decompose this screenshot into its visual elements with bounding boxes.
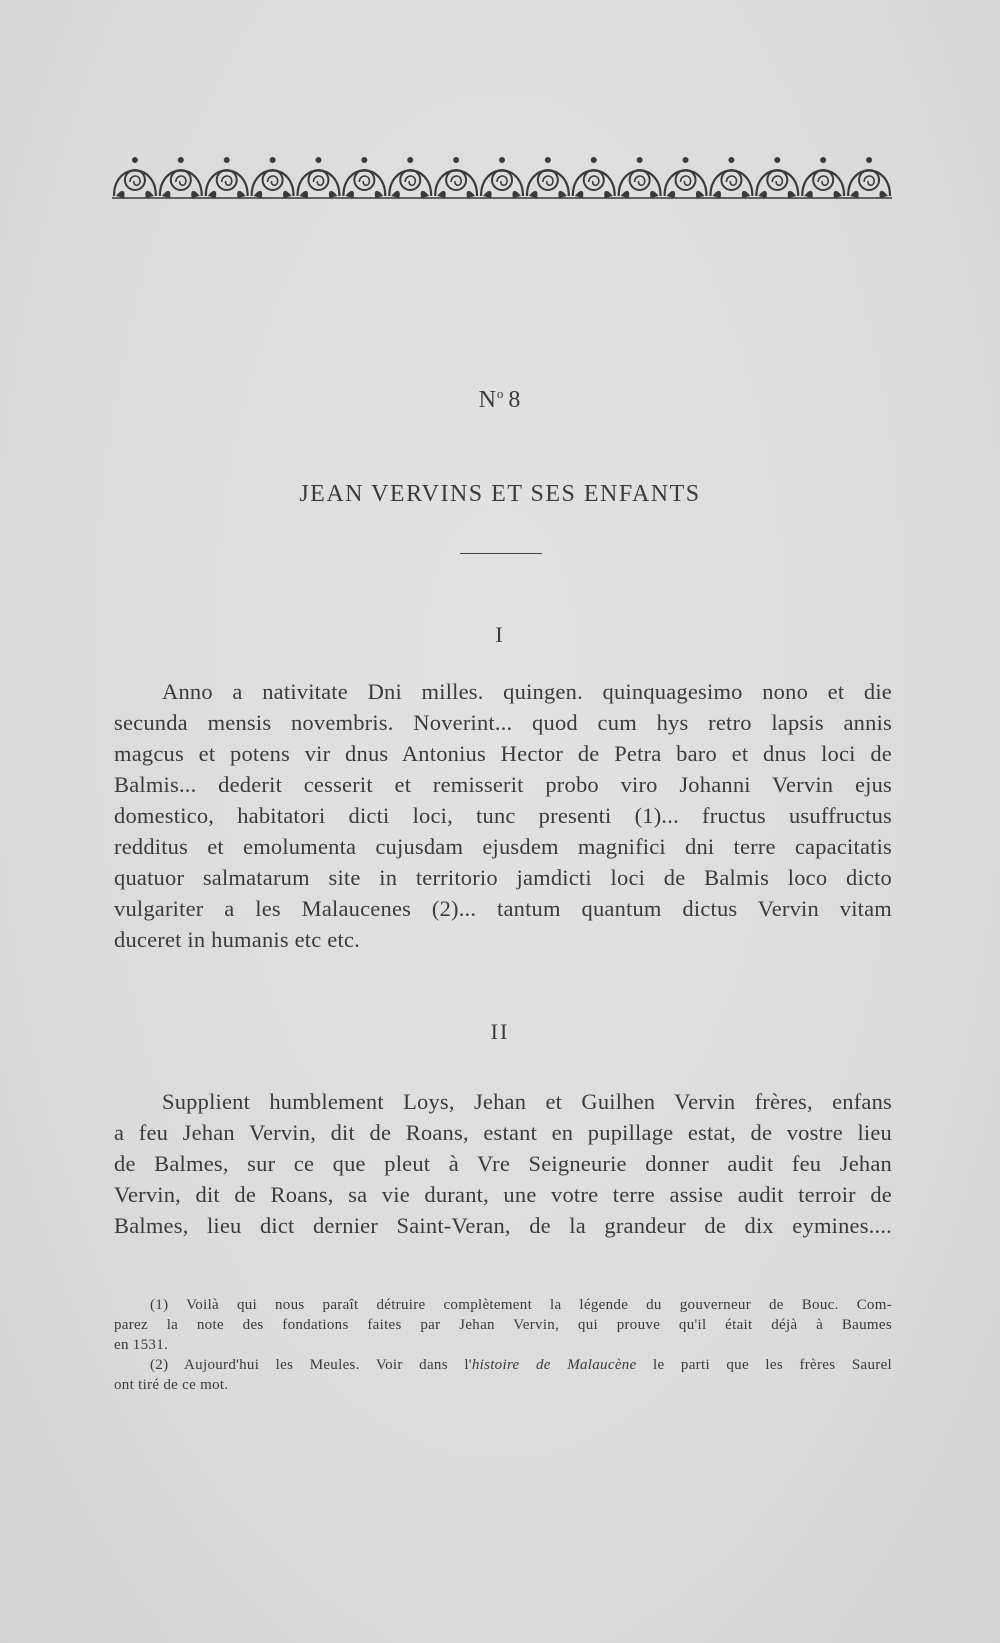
ornament-motif [389, 157, 431, 198]
paragraph-line: Balmis... dederit cesserit et remisserit probo viro Johanni Vervin ejus [114, 772, 892, 797]
paragraph-line: magcus et potens vir dnus Antonius Hector de Petra baro et dnus loci de [114, 741, 892, 766]
ornament-motif [160, 157, 202, 198]
footnote-1-line: en 1531. [114, 1337, 169, 1353]
footnote-2-line [114, 1355, 892, 1375]
ornament-motif [527, 157, 569, 198]
ornament-motif [343, 157, 385, 198]
ornament-motif [619, 157, 661, 198]
section-numeral-1: I [495, 622, 505, 647]
section-1-paragraph [114, 676, 892, 955]
number-sup: o [496, 386, 505, 401]
paragraph-line: Balmes, lieu dict dernier Saint-Veran, de la grandeur de dix eymines.... [114, 1213, 892, 1238]
ornament-motif [665, 157, 707, 198]
paragraph-line: a feu Jehan Vervin, dit de Roans, estant en pupillage estat, de vostre lieu [114, 1120, 892, 1145]
footnote-2-line: ont tiré de ce mot. [114, 1377, 229, 1393]
paragraph-line: domestico, habitatori dicti loci, tunc presenti (1)... fructus usuffructus [114, 803, 892, 828]
number-prefix: N [478, 387, 497, 413]
ornament-motif [848, 157, 890, 198]
footnote-2-italic-title: histoire de Malaucène [471, 1357, 637, 1373]
paragraph-line: duceret in humanis etc etc. [114, 927, 360, 952]
footnotes [114, 1295, 892, 1395]
footnote-1-line: parez la note des fondations faites par Jehan Vervin, qui prouve qu'il était déjà à Baumes [114, 1317, 892, 1333]
paragraph-line: secunda mensis novembris. Noverint... quod cum hys retro lapsis annis [114, 710, 892, 735]
page-title: JEAN VERVINS ET SES ENFANTS [299, 481, 701, 507]
paragraph-line: vulgariter a les Malaucenes (2)... tantum quantum dictus Vervin vitam [114, 896, 892, 921]
section-2-paragraph [114, 1086, 892, 1241]
footnote-2-text: (2) Aujourd'hui les Meules. Voir dans l' [150, 1357, 472, 1373]
ornament-motif [114, 157, 156, 198]
footnote-1-line: (1) Voilà qui nous paraît détruire complètement la légende du gouverneur de Bouc. Com- [150, 1297, 892, 1313]
ornament-motif [252, 157, 294, 198]
title-divider [460, 553, 542, 554]
ornament-motif [298, 157, 340, 198]
ornament-motif [710, 157, 752, 198]
paragraph-line: quatuor salmatarum site in territorio jamdicti loci de Balmis loco dicto [114, 865, 892, 890]
paragraph-line: Anno a nativitate Dni milles. quingen. quinquagesimo nono et die [162, 679, 892, 704]
ornament-motif [435, 157, 477, 198]
floral-border-ornament-icon [112, 152, 892, 200]
section-numeral-2: II [490, 1019, 510, 1044]
paragraph-line: de Balmes, sur ce que pleut à Vre Seigneurie donner audit feu Jehan [114, 1151, 892, 1176]
number-value: 8 [508, 387, 522, 413]
ornament-motif [481, 157, 523, 198]
ornament-motif [802, 157, 844, 198]
ornament-motif [206, 157, 248, 198]
document-number [0, 386, 1000, 414]
paragraph-line: redditus et emolumenta cujusdam ejusdem magnifici dni terre capacitatis [114, 834, 892, 859]
footnote-2-text: le parti que les frères Saurel [636, 1357, 892, 1373]
ornament-motif [573, 157, 615, 198]
paragraph-line: Supplient humblement Loys, Jehan et Guilhen Vervin frères, enfans [162, 1089, 892, 1114]
paragraph-line: Vervin, dit de Roans, sa vie durant, une votre terre assise audit terroir de [114, 1182, 892, 1207]
ornament-motif [756, 157, 798, 198]
